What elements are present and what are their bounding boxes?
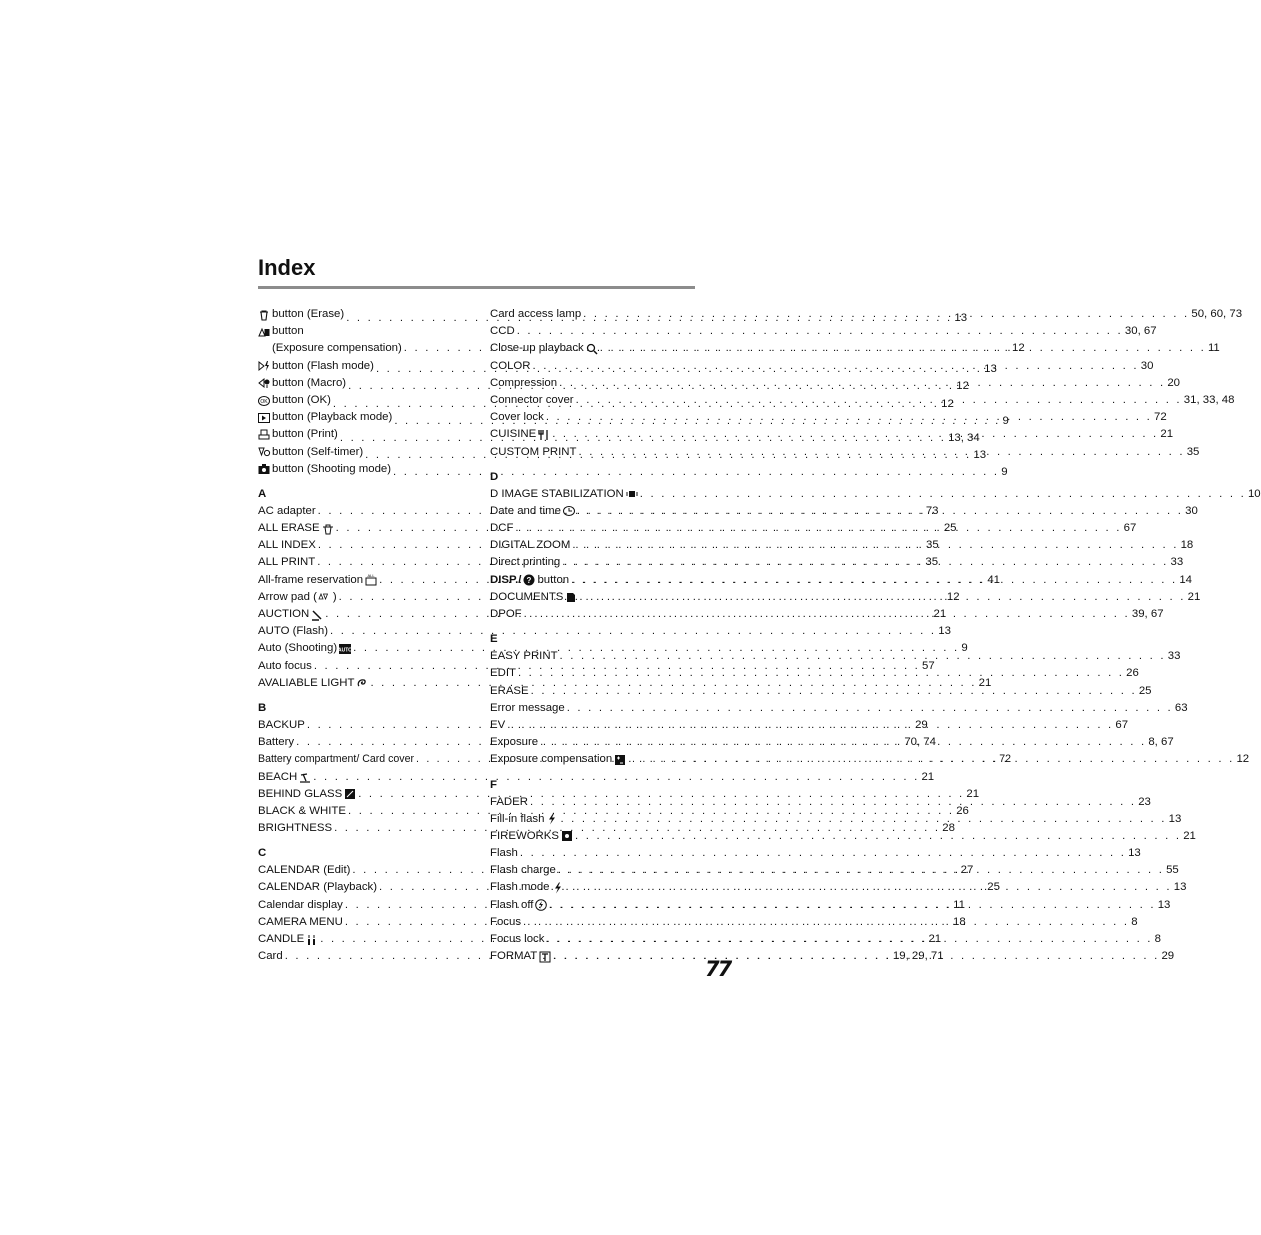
entry-page-ref: 12 — [1236, 753, 1250, 766]
entry-page-ref: 30 — [1185, 504, 1198, 517]
leader-dots — [523, 914, 1129, 931]
entry-label: Battery — [258, 736, 295, 749]
leader-dots — [530, 794, 1136, 811]
index-entry — [490, 409, 1167, 426]
section-letter: A — [258, 487, 267, 500]
left-macro-icon — [258, 377, 270, 389]
leader-dots — [533, 358, 1139, 375]
entry-label: ALL PRINT — [258, 556, 316, 569]
leader-dots — [518, 665, 1124, 682]
leader-dots — [524, 606, 1130, 623]
entry-page-ref: 70, 74 — [904, 736, 936, 749]
entry-page-ref: 26 — [956, 804, 969, 817]
entry-page-ref: 41 — [987, 573, 1000, 586]
entry-label: button (Self-timer) — [258, 444, 363, 461]
entry-label: Focus lock — [490, 933, 545, 945]
entry-label: DPOF — [490, 608, 522, 620]
entry-label: Close-up playback — [490, 340, 598, 357]
leader-dots — [628, 751, 1234, 768]
entry-label: AVALIABLE LIGHT — [258, 675, 368, 692]
entry-page-ref: 18 — [1180, 539, 1194, 552]
candle-icon — [306, 934, 318, 946]
right-flash-icon — [258, 360, 270, 372]
entry-label: Calendar display — [258, 898, 343, 911]
entry-label: BRIGHTNESS — [258, 822, 333, 835]
entry-page-ref: 25 — [943, 522, 957, 535]
format-icon — [539, 951, 551, 963]
entry-label: ERASE — [490, 684, 529, 697]
zoom-icon — [586, 343, 598, 355]
entry-page-ref: 11 — [953, 898, 965, 911]
entry-page-ref: 13, 34 — [948, 431, 980, 444]
leader-dots — [507, 717, 1113, 734]
entry-page-ref: 31, 33, 48 — [1183, 393, 1235, 406]
leader-dots — [575, 828, 1181, 845]
entry-page-ref: 21 — [921, 770, 935, 783]
entry-page-ref: 11 — [1207, 342, 1220, 355]
entry-label: FADER — [490, 795, 528, 808]
entry-page-ref: 30 — [1140, 359, 1154, 372]
leader-dots — [517, 323, 1123, 340]
entry-label: Exposure — [490, 736, 539, 749]
entry-label: CCD — [490, 325, 515, 338]
entry-page-ref: 20 — [1167, 376, 1180, 389]
print-icon — [258, 429, 270, 441]
entry-page-ref: 67 — [1115, 718, 1129, 731]
entry-label: ALL ERASE — [258, 520, 334, 537]
entry-page-ref: 12 — [941, 397, 954, 410]
entry-page-ref: 35 — [926, 539, 939, 552]
entry-label: EDIT — [490, 667, 516, 680]
leader-dots — [549, 897, 1155, 914]
entry-page-ref: 10 — [1247, 487, 1261, 500]
entry-page-ref: 21 — [1160, 428, 1174, 441]
all-erase-icon — [322, 523, 334, 535]
index-entry — [490, 811, 1182, 828]
entry-label: Exposure compensation — [490, 751, 626, 768]
title-rule — [258, 286, 695, 289]
entry-label: (Exposure compensation) — [272, 342, 402, 355]
index-entry — [258, 769, 935, 786]
leader-dots — [520, 845, 1126, 862]
fireworks-icon — [561, 830, 573, 842]
section-letter: F — [490, 778, 497, 791]
section-letter: B — [258, 701, 267, 714]
entry-page-ref: 14 — [1179, 573, 1193, 586]
ev-icon — [614, 754, 626, 766]
entry-label: button (Playback mode) — [258, 409, 392, 426]
entry-label: ALL INDEX — [258, 539, 316, 552]
leader-dots — [576, 392, 1182, 409]
auction-icon — [311, 609, 323, 621]
beach-icon — [299, 771, 311, 783]
flash-icon — [546, 813, 558, 825]
leader-dots — [579, 589, 1185, 606]
entry-page-ref: 33 — [1170, 556, 1184, 569]
leader-dots — [567, 700, 1173, 717]
entry-label: Compression — [490, 376, 558, 389]
entry-page-ref: 25 — [987, 881, 1000, 894]
leader-dots — [546, 931, 1152, 948]
svg-text:OK: OK — [260, 398, 268, 405]
playback-icon — [258, 412, 270, 424]
entry-page-ref: 73 — [925, 504, 939, 517]
entry-label: button (Flash mode) — [258, 358, 374, 375]
index-entry — [490, 486, 1261, 503]
entry-page-ref: 13 — [954, 311, 968, 324]
entry-page-ref: 67 — [1123, 522, 1137, 535]
leader-dots — [562, 554, 1168, 571]
entry-label: button — [258, 323, 304, 340]
entry-label: COLOR — [490, 359, 531, 372]
up-ev-icon — [258, 326, 270, 338]
entry-label: AC adapter — [258, 504, 316, 517]
entry-label: Battery compartment/ Card cover — [258, 753, 415, 766]
index-entry — [490, 648, 1181, 665]
entry-label: FORMAT — [490, 948, 551, 965]
entry-page-ref: 21 — [933, 608, 947, 620]
entry-page-ref: 9 — [1002, 414, 1009, 427]
cuisine-icon — [538, 429, 550, 441]
entry-label: AUCTION — [258, 606, 323, 623]
entry-page-ref: 28 — [942, 822, 955, 835]
entry-label: Auto focus — [258, 659, 312, 672]
help-icon — [523, 574, 535, 586]
entry-page-ref: 13 — [1157, 898, 1171, 911]
entry-page-ref: 35 — [925, 556, 939, 569]
entry-page-ref: 21 — [928, 933, 942, 945]
leader-dots — [540, 734, 1146, 751]
entry-page-ref: 13 — [1128, 847, 1141, 860]
entry-page-ref: 13 — [1168, 812, 1182, 825]
index-entry — [490, 845, 1141, 862]
entry-page-ref: 72 — [1154, 411, 1167, 424]
entry-label: Flash mode — [490, 879, 564, 896]
leader-dots — [560, 648, 1166, 665]
entry-page-ref: 9 — [961, 642, 968, 655]
entry-page-ref: 29 — [1161, 950, 1175, 963]
entry-page-ref: 39, 67 — [1131, 608, 1164, 620]
entry-label: button (Erase) — [258, 306, 344, 323]
entry-label: Fill-in flash — [490, 811, 558, 828]
clock-icon — [563, 505, 575, 517]
entry-page-ref: 19, 29, 71 — [892, 950, 944, 963]
entry-label: BLACK & WHITE — [258, 804, 346, 817]
leader-dots — [600, 340, 1206, 357]
leader-dots — [393, 464, 999, 481]
entry-page-ref: 29 — [915, 718, 928, 731]
leader-dots — [552, 426, 1158, 443]
entry-label: EASY PRINT — [490, 650, 558, 663]
index-entry — [490, 683, 1152, 700]
leader-dots — [571, 572, 1177, 589]
leader-dots — [558, 862, 1164, 879]
documents-icon — [565, 591, 577, 603]
entry-page-ref: 13 — [984, 363, 997, 376]
leader-dots — [553, 948, 1159, 965]
leader-dots — [559, 375, 1165, 392]
entry-page-ref: 50, 60, 73 — [1191, 308, 1243, 320]
entry-page-ref: 33 — [1167, 650, 1181, 663]
entry-label: button (Shooting mode) — [258, 461, 391, 478]
index-entry — [258, 623, 951, 640]
entry-page-ref: 18 — [953, 915, 966, 928]
index-entry — [490, 323, 1157, 340]
entry-page-ref: 12 — [946, 590, 960, 603]
page-title: Index — [258, 255, 316, 280]
entry-page-ref: 21 — [966, 787, 980, 800]
leader-dots — [515, 520, 1121, 537]
entry-label: AUTO (Flash) — [258, 625, 329, 638]
svg-text:?: ? — [527, 576, 532, 586]
entry-page-ref: 72 — [999, 753, 1012, 766]
entry-page-ref: 13 — [938, 625, 951, 638]
stabilization-icon — [626, 488, 638, 500]
entry-label: OK button (OK) — [258, 392, 331, 409]
entry-label: Focus — [490, 915, 522, 928]
entry-label: Flash off — [490, 897, 547, 914]
entry-label: BEHIND GLASS — [258, 786, 356, 803]
behind-glass-icon — [344, 788, 356, 800]
svg-text:AUTO: AUTO — [338, 647, 353, 654]
entry-page-ref: 21 — [1183, 829, 1196, 842]
entry-page-ref: 27 — [960, 864, 974, 877]
entry-label: DCF — [490, 522, 514, 535]
entry-page-ref: 13 — [1173, 881, 1187, 894]
entry-page-ref: 63 — [1174, 701, 1188, 714]
leader-dots — [583, 306, 1189, 323]
entry-label: Connector cover — [490, 393, 574, 406]
entry-page-ref: 9 — [1001, 466, 1008, 479]
entry-label: Arrow pad ( ) — [258, 590, 337, 603]
leader-dots — [546, 409, 1152, 426]
leader-dots — [531, 683, 1137, 700]
leader-dots — [572, 537, 1178, 554]
page-number: 77 — [705, 957, 731, 981]
entry-label: CANDLE — [258, 931, 318, 948]
entry-label: CALENDAR (Edit) — [258, 864, 351, 877]
all-print-icon — [365, 574, 377, 586]
entry-label: button (Macro) — [258, 375, 346, 392]
entry-label: DISP./ ? button — [490, 573, 570, 586]
entry-label: CUISINE — [490, 426, 550, 443]
entry-page-ref: 23 — [1138, 795, 1151, 808]
leader-dots — [560, 811, 1166, 828]
entry-label: CUSTOM PRINT — [490, 445, 577, 458]
entry-label: Error message — [490, 701, 565, 714]
section-letter: C — [258, 847, 267, 860]
entry-page-ref: 21 — [978, 676, 992, 689]
entry-page-ref: 26 — [1126, 667, 1139, 680]
entry-page-ref: 57 — [922, 659, 935, 672]
entry-page-ref: 25 — [1138, 684, 1152, 697]
entry-page-ref: 12 — [956, 380, 969, 393]
entry-label: Flash charge — [490, 864, 556, 877]
entry-label: button (Print) — [258, 426, 338, 443]
index-entry — [490, 700, 1188, 717]
entry-page-ref: 8 — [1154, 933, 1162, 945]
auto-icon — [339, 643, 351, 655]
entry-label: Cover lock — [490, 411, 544, 424]
entry-label: Card access lamp — [490, 308, 582, 320]
entry-page-ref: 13 — [973, 449, 987, 462]
entry-label: BEACH — [258, 769, 311, 786]
trash-icon — [258, 309, 270, 321]
leader-dots — [579, 444, 1185, 461]
entry-label: DOCUMENTS — [490, 589, 577, 606]
section-letter: E — [490, 633, 498, 646]
down-timer-icon — [258, 446, 270, 458]
entry-label: Direct printing — [490, 556, 561, 569]
entry-label: FIREWORKS — [490, 828, 573, 845]
entry-page-ref: 12 — [1012, 342, 1025, 355]
camera-icon — [258, 463, 270, 475]
entry-label: All-frame reservation ALL — [258, 572, 377, 589]
flash-off-icon — [535, 899, 547, 911]
entry-label: CALENDAR (Playback) — [258, 881, 378, 894]
entry-page-ref: 55 — [1166, 864, 1179, 877]
leader-dots — [640, 486, 1246, 503]
entry-label: Flash — [490, 847, 518, 860]
entry-label: Card — [258, 950, 283, 963]
entry-page-ref: 8, 67 — [1148, 736, 1174, 749]
flash-icon — [552, 882, 564, 894]
entry-page-ref: 30, 67 — [1124, 325, 1157, 338]
entry-label: Auto (Shooting) AUTO — [258, 642, 353, 655]
arrows-icon — [319, 591, 331, 603]
entry-label: CAMERA MENU — [258, 915, 343, 928]
svg-text:ALL: ALL — [367, 573, 375, 579]
ok-icon — [258, 395, 270, 407]
entry-page-ref: 21 — [1187, 590, 1201, 603]
entry-page-ref: 35 — [1186, 445, 1200, 458]
entry-label: Date and time — [490, 503, 575, 520]
available-light-icon — [356, 677, 368, 689]
leader-dots — [577, 503, 1183, 520]
entry-page-ref: 8 — [1131, 915, 1138, 928]
entry-label: D IMAGE STABILIZATION — [490, 486, 638, 503]
section-letter: D — [490, 470, 499, 483]
entry-label: BACKUP — [258, 718, 305, 731]
leader-dots — [566, 879, 1172, 896]
entry-label: EV — [490, 718, 506, 731]
entry-label: DIGITAL ZOOM — [490, 539, 571, 552]
